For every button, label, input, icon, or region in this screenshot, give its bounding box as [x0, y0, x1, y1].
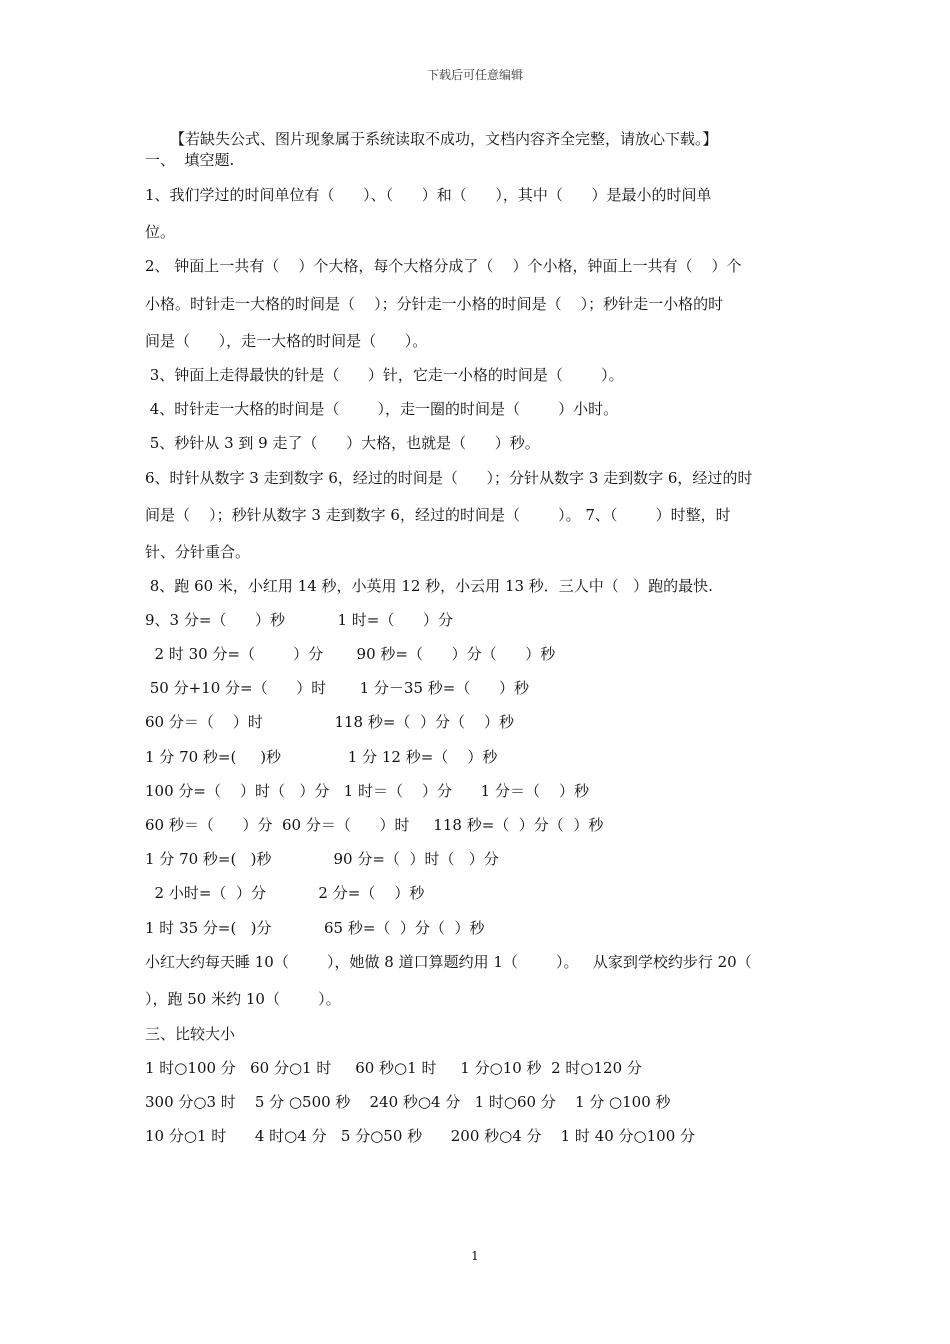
unit-fill-line-2: ），跑 50 米约 10（ ）。 [145, 990, 341, 1008]
question-8: 8、跑 60 米，小红用 14 秒，小英用 12 秒，小云用 13 秒．三人中（ ）跑的最快. [145, 577, 713, 595]
question-1-line-1: 1、我们学过的时间单位有（ ）、（ ）和（ ），其中（ ）是最小的时间单 [145, 186, 712, 204]
question-2-line-2: 小格。时针走一大格的时间是（ ）；分针走一小格的时间是（ ）；秒针走一小格的时 [145, 295, 724, 313]
conversion-row-6: 100 分=（ ）时（ ）分 1 时＝（ ）分 1 分＝（ ）秒 [145, 782, 590, 800]
question-2-line-1: 2、 钟面上一共有（ ）个大格，每个大格分成了（ ）个小格，钟面上一共有（ ）个 [145, 257, 742, 275]
unit-fill-line-1: 小红大约每天睡 10（ ），她做 8 道口算题约用 1（ ）。 从家到学校约步行 20（ [145, 953, 752, 971]
conversion-row-5: 1 分 70 秒=( )秒 1 分 12 秒=（ ）秒 [145, 748, 498, 766]
question-2-line-3: 间是（ ），走一大格的时间是（ ）。 [145, 332, 428, 350]
question-6-line-2: 间是（ ）；秒针从数字 3 走到数字 6，经过的时间是（ ）。 7、（ ）时整，时 [145, 506, 731, 524]
conversion-row-1: 9、3 分=（ ）秒 1 时=（ ）分 [145, 611, 453, 629]
conversion-row-10: 1 时 35 分=( )分 65 秒=（ ）分（ ）秒 [145, 919, 485, 937]
download-notice: 【若缺失公式、图片现象属于系统读取不成功，文档内容齐全完整，请放心下载。】 [170, 130, 718, 148]
question-6-line-1: 6、时针从数字 3 走到数字 6，经过的时间是（ ）；分针从数字 3 走到数字 6，经过的时 [145, 469, 753, 487]
question-3: 3、钟面上走得最快的针是（ ）针，它走一小格的时间是（ ）。 [145, 366, 624, 384]
conversion-row-4: 60 分＝（ ）时 118 秒=（ ）分（ ）秒 [145, 713, 515, 731]
compare-row-3: 10 分○1 时 4 时○4 分 5 分○50 秒 200 秒○4 分 1 时 40 分○100 分 [145, 1127, 696, 1145]
question-7-line-2: 针、分针重合。 [145, 543, 251, 561]
question-1-line-2: 位。 [145, 223, 176, 241]
conversion-row-3: 50 分+10 分=（ ）时 1 分－35 秒=（ ）秒 [145, 679, 529, 697]
page-header: 下载后可任意编辑 [426, 68, 523, 82]
question-4: 4、时针走一大格的时间是（ ），走一圈的时间是（ ）小时。 [145, 400, 619, 418]
conversion-row-2: 2 时 30 分=（ ）分 90 秒=（ ）分（ ）秒 [145, 645, 556, 663]
section-title-fill-blank: 一、 填空题. [145, 151, 235, 169]
page-number: 1 [471, 1249, 479, 1263]
conversion-row-8: 1 分 70 秒=( )秒 90 分=（ ）时（ ）分 [145, 850, 499, 868]
question-5: 5、秒针从 3 到 9 走了（ ）大格，也就是（ ）秒。 [145, 434, 540, 452]
conversion-row-9: 2 小时=（ ）分 2 分=（ ）秒 [145, 884, 425, 902]
compare-row-2: 300 分○3 时 5 分 ○500 秒 240 秒○4 分 1 时○60 分 1 分 ○100 秒 [145, 1093, 671, 1111]
section-title-compare: 三、比较大小 [145, 1025, 236, 1043]
compare-row-1: 1 时○100 分 60 分○1 时 60 秒○1 时 1 分○10 秒 2 时○120 分 [145, 1059, 642, 1077]
conversion-row-7: 60 秒＝（ ）分 60 分＝（ ）时 118 秒=（ ）分（ ）秒 [145, 816, 604, 834]
